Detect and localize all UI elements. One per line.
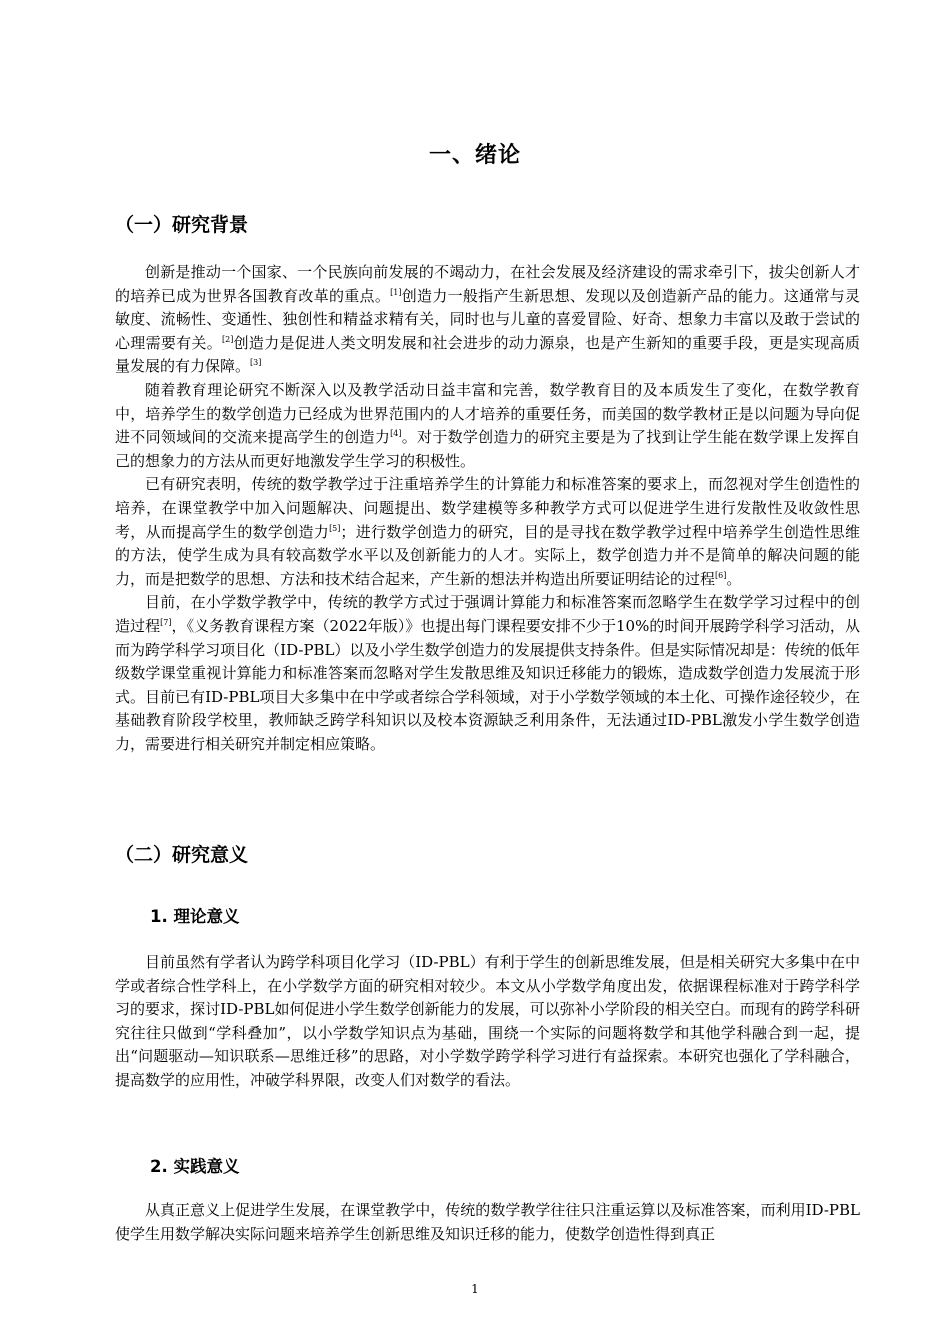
text-run: 随着教育理论研究不断深入以及教学活动日益丰富和完善，数学教育目的及本质发生了变化，在数学教育中，培养学生的数学创造力已经成为世界范围内的人才培养的重要任务，而美国的数学教材正是以问题为导向促进不同领域间的交流来提高学生的创造力 [115, 380, 860, 447]
citation-ref: [6] [715, 570, 727, 580]
paragraph [115, 591, 860, 756]
subsection-title-practical: 2. 实践意义 [150, 1157, 240, 1176]
paragraph [115, 951, 860, 1093]
section-title-background: （一）研究背景 [115, 214, 249, 236]
text-run: 创造力一般指产生新思想、发现以及创造新产品的能力。这通常与灵敏度、流畅性、变通性、独创性和精益求精有关，同时也与儿童的喜爱冒险、好奇、想象力丰富以及敢于尝试的心理需要有关。 [115, 286, 860, 352]
text-run: ；进行数学创造力的研究，目的是寻找在数学教学过程中培养学生创造性思维的方法，使学生成为具有较高数学水平以及创新能力的人才。实际上，数学创造力并不是简单的解决问题的能力，而是把数学的思想、方法和技术结合起来，产生新的想法并构造出所要证明结论的过程 [115, 522, 860, 588]
paragraph [115, 1199, 860, 1246]
paragraph [115, 261, 860, 379]
chapter-title: 一、绪论 [428, 143, 521, 168]
citation-ref: [3] [250, 358, 262, 368]
text-run: 已有研究表明，传统的数学教学过于注重培养学生的计算能力和标准答案的要求上，而忽视对学生创造性的培养，在课堂教学中加入问题解决、问题提出、数学建模等多种教学方式可以促进学生进行发散性及收敛性思考，从而提高学生的数学创造力 [115, 475, 860, 541]
citation-ref: [5] [329, 523, 341, 533]
practical-body [115, 1199, 860, 1246]
theoretical-body [115, 951, 860, 1093]
citation-ref: [1] [390, 287, 402, 297]
subsection-title-theoretical: 1. 理论意义 [150, 907, 240, 926]
paragraph [115, 473, 860, 591]
text-run: 目前，在小学数学教学中，传统的教学方式过于强调计算能力和标准答案而忽略学生在数学学习过程中的创造过程 [115, 593, 860, 635]
section-title-significance: （二）研究意义 [115, 844, 249, 866]
text-run: ，《义务教育课程方案（2022年版）》也提出每门课程要安排不少于10%的时间开展跨学科学习活动，从而为跨学科学习项目化（ID-PBL）以及小学生数学创造力的发展提供支持条件。但是实际情况却是：传统的低年级数学课堂重视计算能力和标准答案而忽略对学生发散思维及知识迁移能力的锻炼，造成数学创造力发展流于形式。目前已有ID-PBL项目大多集中在中学或者综合学科领域，对于小学数学领域的本土化、可操作途径较少，在基础教育阶段学校里，教师缺乏跨学科知识以及校本资源缺乏利用条件，无法通过ID-PBL激发小学生数学创造力，需要进行相关研究并制定相应策略。 [115, 616, 860, 753]
text-run: 目前虽然有学者认为跨学科项目化学习（ID-PBL）有利于学生的创新思维发展，但是相关研究大多集中在中学或者综合性学科上，在小学数学方面的研究相对较少。本文从小学数学角度出发，依据课程标准对于跨学科学习的要求，探讨ID-PBL如何促进小学生数学创新能力的发展，可以弥补小学阶段的相关空白。而现有的跨学科研究往往只做到“学科叠加”，以小学数学知识点为基础，围绕一个实际的问题将数学和其他学科融合到一起，提出“问题驱动—知识联系—思维迁移”的思路，对小学数学跨学科学习进行有益探索。本研究也强化了学科融合，提高数学的应用性，冲破学科界限，改变人们对数学的看法。 [115, 953, 860, 1089]
background-body [115, 261, 860, 756]
text-run: 。对于数学创造力的研究主要是为了找到让学生能在数学课上发挥自己的想象力的方法从而更好地激发学生学习的积极性。 [115, 428, 860, 470]
text-run: 从真正意义上促进学生发展，在课堂教学中，传统的数学教学往往只注重运算以及标准答案，而利用ID-PBL使学生用数学解决实际问题来培养学生创新思维及知识迁移的能力，使数学创造性得到真正 [115, 1201, 860, 1243]
page-number: 1 [471, 1282, 479, 1296]
text-run: 。 [726, 569, 742, 588]
paragraph [115, 379, 860, 473]
citation-ref: [7] [160, 617, 172, 627]
citation-ref: [2] [222, 334, 234, 344]
text-run: 创造力是促进人类文明发展和社会进步的动力源泉，也是产生新知的重要手段，更是实现高质量发展的有力保障。 [115, 333, 860, 376]
citation-ref: [4] [390, 429, 402, 439]
text-run: 创新是推动一个国家、一个民族向前发展的不竭动力，在社会发展及经济建设的需求牵引下，拔尖创新人才的培养已成为世界各国教育改革的重点。 [115, 263, 860, 305]
